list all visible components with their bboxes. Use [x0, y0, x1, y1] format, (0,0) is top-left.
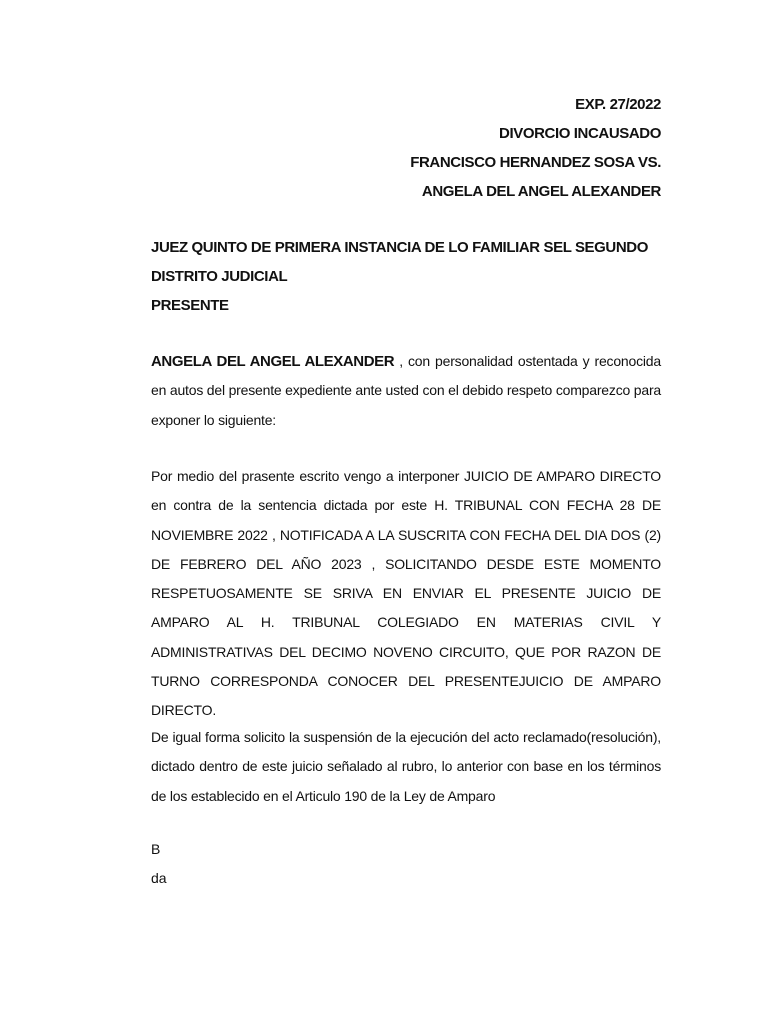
plaintiff-line: FRANCISCO HERNANDEZ SOSA VS. [410, 154, 661, 171]
defendant-line: ANGELA DEL ANGEL ALEXANDER [421, 183, 661, 200]
intro-text: , con personalidad ostentada y reconocida en autos del presente expediente ante usted con el debido respeto comparezco para exponer lo siguiente: [151, 353, 661, 428]
case-number: EXP. 27/2022 [575, 96, 661, 113]
addressee-presente: PRESENTE [151, 297, 229, 314]
addressee-district: DISTRITO JUDICIAL [151, 268, 288, 285]
suspension-paragraph: De igual forma solicito la suspensión de la ejecución del acto reclamado(resolución), dictado dentro de este juicio señalado al rubro, lo anterior con base en los términos de los establecido en el Articulo 190 de la Ley de Amparo [151, 729, 661, 804]
case-type: DIVORCIO INCAUSADO [499, 125, 661, 142]
amparo-paragraph: Por medio del prasente escrito vengo a interponer JUICIO DE AMPARO DIRECTO en contra de la sentencia dictada por este H. TRIBUNAL CON FECHA 28 DE NOVIEMBRE 2022 , NOTIFICADA A LA SUSCRITA CON FECHA DEL DIA DOS (2) DE FEBRERO DEL AÑO 2023 , SOLICITANDO DESDE ESTE MOMENTO RESPETUOSAMENTE SE SRIVA EN ENVIAR EL PRESENTE JUICIO DE AMPARO AL H. TRIBUNAL COLEGIADO EN MATERIAS CIVIL Y ADMINISTRATIVAS DEL DECIMO NOVENO CIRCUITO, QUE POR RAZON DE TURNO CORRESPONDA CONOCER DEL PRESENTEJUICIO DE AMPARO DIRECTO. [151, 468, 661, 719]
case-header [410, 90, 661, 206]
addressee-block [151, 233, 648, 320]
trailing-fragment [151, 835, 167, 893]
appellant-name: ANGELA DEL ANGEL ALEXANDER [151, 353, 395, 370]
intro-paragraph [151, 347, 661, 435]
trailing-line-1: B [151, 841, 161, 857]
trailing-line-2: da [151, 870, 167, 886]
addressee-judge: JUEZ QUINTO DE PRIMERA INSTANCIA DE LO FAMILIAR SEL SEGUNDO [151, 239, 648, 256]
